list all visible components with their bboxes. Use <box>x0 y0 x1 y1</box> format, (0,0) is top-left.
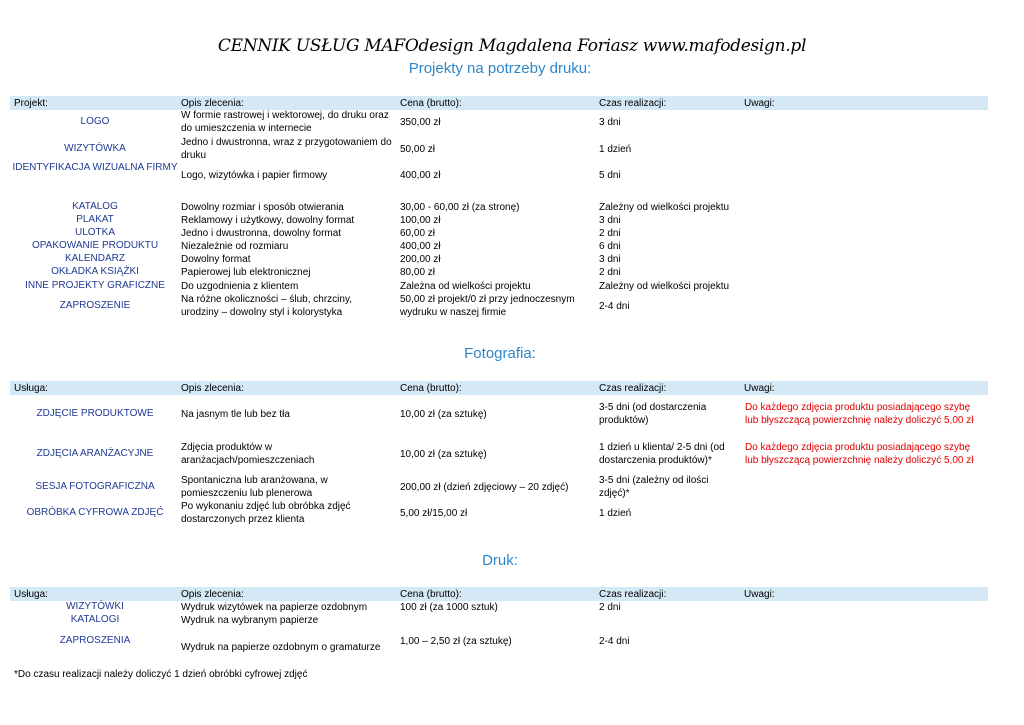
cell-line: lub błyszczącą powierzchnię należy doliczyć 5,00 zł <box>745 415 974 426</box>
col-header: Opis zlecenia: <box>181 98 244 109</box>
cell-line: 10,00 zł (za sztukę) <box>400 408 487 420</box>
col-header: Uwagi: <box>744 383 775 394</box>
lead-time <box>599 227 621 240</box>
note <box>745 441 973 467</box>
description <box>181 240 288 253</box>
service-name: PLAKAT <box>76 214 114 225</box>
cell-line: 5 dni <box>599 169 621 181</box>
price <box>400 266 435 279</box>
service-name: KALENDARZ <box>64 253 125 264</box>
price <box>400 116 441 129</box>
cell-line: Jedno i dwustronna, wraz z przygotowaniem do <box>181 137 392 148</box>
price <box>400 240 441 253</box>
document-title: CENNIK USŁUG MAFOdesign Magdalena Foriasz www.mafodesign.pl <box>217 36 807 56</box>
service-name: OKŁADKA KSIĄŻKI <box>51 266 139 277</box>
cell-line: Reklamowy i użytkowy, dowolny format <box>181 214 355 226</box>
price <box>400 293 575 319</box>
description <box>181 214 354 227</box>
cell-line: 1 dzień u klienta/ 2-5 dni (od <box>599 442 725 453</box>
service-name: ZDJĘCIE PRODUKTOWE <box>36 408 154 419</box>
cell-line: 2 dni <box>599 227 621 239</box>
col-header: Uwagi: <box>744 589 775 600</box>
cell-line: 3 dni <box>599 116 621 128</box>
lead-time <box>599 601 621 614</box>
cell-line: 200,00 zł <box>400 253 441 265</box>
note <box>745 401 973 427</box>
service-name: WIZYTÓWKA <box>64 143 126 154</box>
description <box>181 253 250 266</box>
service-name: WIZYTÓWKI <box>66 601 124 612</box>
cell-line: Na jasnym tle lub bez tła <box>181 408 290 420</box>
cell-line: lub błyszczącą powierzchnię należy doliczyć 5,00 zł <box>745 455 974 466</box>
service-name: ZAPROSZENIE <box>59 300 131 311</box>
service-name: INNE PROJEKTY GRAFICZNE <box>25 280 165 291</box>
cell-line: 3-5 dni (od dostarczenia <box>599 402 707 413</box>
cell-line: 2 dni <box>599 266 621 278</box>
service-name: SESJA FOTOGRAFICZNA <box>35 481 155 492</box>
price <box>400 201 520 214</box>
section-title-druk: Druk: <box>482 552 518 569</box>
lead-time <box>599 401 706 427</box>
cell-line: Wydruk na wybranym papierze <box>181 614 319 626</box>
cell-line: aranżacjach/pomieszczeniach <box>181 455 315 466</box>
price <box>400 227 435 240</box>
cell-line: Logo, wizytówka i papier firmowy <box>181 169 328 181</box>
cell-line: 3 dni <box>599 214 621 226</box>
cell-line: 400,00 zł <box>400 169 441 181</box>
description <box>181 500 351 526</box>
lead-time <box>599 635 630 648</box>
cell-line: produktów) <box>599 415 649 426</box>
cell-line: Zależny od wielkości projektu <box>599 280 730 292</box>
service-name: KATALOG <box>72 201 118 212</box>
section-title-druk-projekty: Projekty na potrzeby druku: <box>408 60 592 77</box>
cell-line: Do każdego zdjęcia produktu posiadającego szybę <box>745 442 971 453</box>
service-name: OBRÓBKA CYFROWA ZDJĘĆ <box>26 507 164 518</box>
lead-time <box>599 300 630 313</box>
cell-line: W formie rastrowej i wektorowej, do druku oraz <box>181 110 389 121</box>
cell-line: Do uzgodnienia z klientem <box>181 280 299 292</box>
col-header: Usługa: <box>14 383 48 394</box>
cell-line: Zależny od wielkości projektu <box>599 201 730 213</box>
lead-time <box>599 441 725 467</box>
description <box>181 280 298 293</box>
section-title-fotografia: Fotografia: <box>464 345 536 362</box>
description <box>181 641 380 654</box>
cell-line: dostarczonych przez klienta <box>181 514 305 525</box>
cell-line: 3-5 dni (zależny od ilości <box>599 475 709 486</box>
cell-line: Zdjęcia produktów w <box>181 442 273 453</box>
cell-line: do umieszczenia w internecie <box>181 123 312 134</box>
table-header-projekty <box>10 96 988 110</box>
description <box>181 266 311 279</box>
col-header: Czas realizacji: <box>599 383 667 394</box>
cell-line: 60,00 zł <box>400 227 436 239</box>
cell-line: zdjęć)* <box>599 488 630 499</box>
cell-line: Jedno i dwustronna, dowolny format <box>181 227 342 239</box>
cell-line: 30,00 - 60,00 zł (za stronę) <box>400 201 520 213</box>
col-header: Cena (brutto): <box>400 98 462 109</box>
cell-line: 350,00 zł <box>400 116 441 128</box>
cell-line: Na różne okoliczności – ślub, chrzciny, <box>181 294 352 305</box>
lead-time <box>599 143 631 156</box>
description <box>181 169 327 182</box>
table-header-fotografia <box>10 381 988 395</box>
description <box>181 441 314 467</box>
lead-time <box>599 169 621 182</box>
lead-time <box>599 201 729 214</box>
cell-line: 80,00 zł <box>400 266 436 278</box>
price <box>400 481 568 494</box>
lead-time <box>599 507 631 520</box>
lead-time <box>599 266 621 279</box>
cell-line: 400,00 zł <box>400 240 441 252</box>
table-header-druk <box>10 587 988 601</box>
cell-line: 1 dzień <box>599 143 632 155</box>
col-header: Usługa: <box>14 589 48 600</box>
service-name: ZAPROSZENIA <box>59 635 131 646</box>
description <box>181 474 328 500</box>
cell-line: dostarczenia produktów)* <box>599 455 712 466</box>
lead-time <box>599 280 729 293</box>
col-header: Czas realizacji: <box>599 589 667 600</box>
description <box>181 408 290 421</box>
col-header: Czas realizacji: <box>599 98 667 109</box>
footnote: *Do czasu realizacji należy doliczyć 1 dzień obróbki cyfrowej zdjęć <box>14 669 308 680</box>
cell-line: Do każdego zdjęcia produktu posiadającego szybę <box>745 402 971 413</box>
cell-line: 5,00 zł/15,00 zł <box>400 507 468 519</box>
cell-line: Dowolny rozmiar i sposób otwierania <box>181 201 344 213</box>
cell-line: 2-4 dni <box>599 635 630 647</box>
price <box>400 448 487 461</box>
cell-line: 2 dni <box>599 601 621 613</box>
description <box>181 201 344 214</box>
cell-line: 1,00 – 2,50 zł (za sztukę) <box>400 635 512 647</box>
price <box>400 214 441 227</box>
service-name: LOGO <box>80 116 110 127</box>
lead-time <box>599 214 621 227</box>
service-name: IDENTYFIKACJA WIZUALNA FIRMY <box>12 162 178 173</box>
price <box>400 635 512 648</box>
cell-line: 6 dni <box>599 240 621 252</box>
lead-time <box>599 474 709 500</box>
cell-line: Zależna od wielkości projektu <box>400 280 531 292</box>
cell-line: 3 dni <box>599 253 621 265</box>
cell-line: Spontaniczna lub aranżowana, w <box>181 475 328 486</box>
cell-line: wydruku w naszej firmie <box>400 307 507 318</box>
description <box>181 614 318 627</box>
description <box>181 293 352 319</box>
col-header: Uwagi: <box>744 98 775 109</box>
cell-line: 50,00 zł <box>400 143 436 155</box>
col-header: Cena (brutto): <box>400 383 462 394</box>
cell-line: urodziny – dowolny styl i kolorystyka <box>181 307 343 318</box>
col-header: Opis zlecenia: <box>181 589 244 600</box>
cell-line: 200,00 zł (dzień zdjęciowy – 20 zdjęć) <box>400 481 569 493</box>
price <box>400 169 441 182</box>
cell-line: pomieszczeniu lub plenerowa <box>181 488 313 499</box>
description <box>181 136 392 162</box>
price <box>400 601 498 614</box>
cell-line: 1 dzień <box>599 507 632 519</box>
col-header: Cena (brutto): <box>400 589 462 600</box>
cell-line: Dowolny format <box>181 253 251 265</box>
cell-line: Po wykonaniu zdjęć lub obróbka zdjęć <box>181 501 351 512</box>
price <box>400 253 441 266</box>
service-name: ZDJĘCIA ARANŻACYJNE <box>36 448 154 459</box>
service-name: ULOTKA <box>74 227 115 238</box>
price <box>400 280 531 293</box>
description <box>181 227 341 240</box>
price <box>400 143 435 156</box>
lead-time <box>599 253 621 266</box>
cell-line: Papierowej lub elektronicznej <box>181 266 311 278</box>
lead-time <box>599 116 621 129</box>
cell-line: Wydruk na papierze ozdobnym o gramaturze <box>181 641 381 653</box>
cell-line: 2-4 dni <box>599 300 630 312</box>
lead-time <box>599 240 621 253</box>
cell-line: Wydruk wizytówek na papierze ozdobnym <box>181 601 368 613</box>
description <box>181 109 389 135</box>
cell-line: 100 zł (za 1000 sztuk) <box>400 601 498 613</box>
service-name: OPAKOWANIE PRODUKTU <box>31 240 159 251</box>
service-name: KATALOGI <box>70 614 120 625</box>
cell-line: 50,00 zł projekt/0 zł przy jednoczesnym <box>400 294 575 305</box>
price <box>400 408 487 421</box>
col-header: Projekt: <box>14 98 48 109</box>
cell-line: Niezależnie od rozmiaru <box>181 240 289 252</box>
cell-line: 100,00 zł <box>400 214 441 226</box>
col-header: Opis zlecenia: <box>181 383 244 394</box>
price <box>400 507 467 520</box>
cell-line: 10,00 zł (za sztukę) <box>400 448 487 460</box>
cell-line: druku <box>181 150 207 161</box>
description <box>181 601 367 614</box>
